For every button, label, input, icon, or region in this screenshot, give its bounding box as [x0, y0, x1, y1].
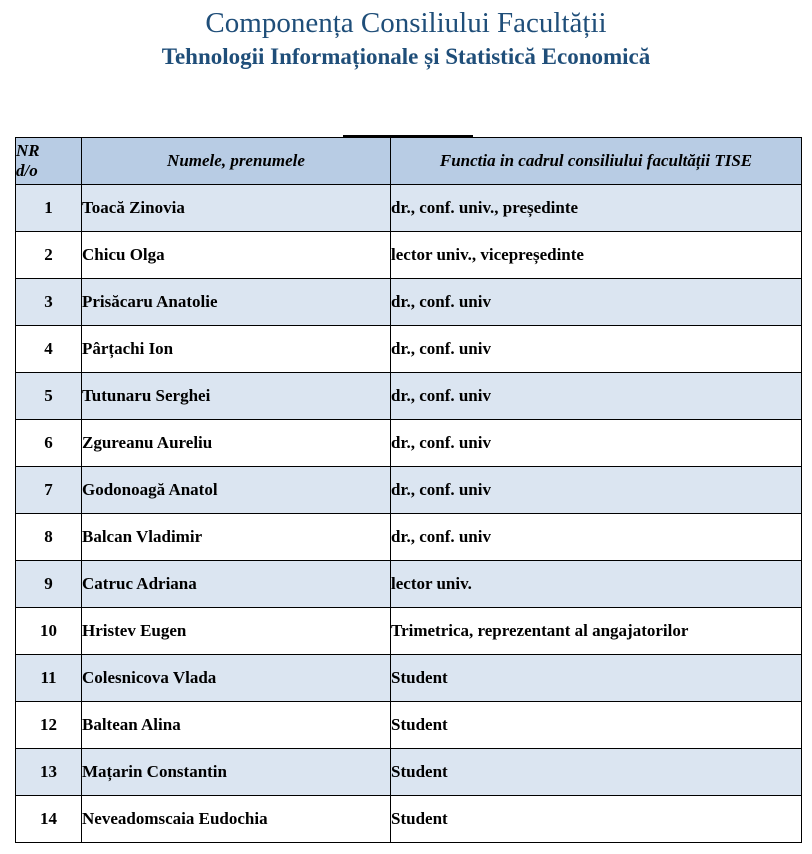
table-row: [16, 232, 802, 279]
member-role: dr., conf. univ., președinte: [391, 185, 802, 232]
row-number: 5: [16, 373, 82, 420]
member-role: Trimetrica, reprezentant al angajatorilor: [391, 608, 802, 655]
member-role: dr., conf. univ: [391, 373, 802, 420]
member-role: dr., conf. univ: [391, 279, 802, 326]
row-number: 10: [16, 608, 82, 655]
table-row: [16, 420, 802, 467]
member-name: Prisăcaru Anatolie: [82, 279, 391, 326]
member-name: Zgureanu Aureliu: [82, 420, 391, 467]
member-name: Colesnicova Vlada: [82, 655, 391, 702]
row-number: 6: [16, 420, 82, 467]
row-number: 13: [16, 749, 82, 796]
row-number: 2: [16, 232, 82, 279]
table-row: [16, 702, 802, 749]
document-header: [0, 0, 812, 71]
table-row: [16, 373, 802, 420]
table-row: [16, 467, 802, 514]
row-number: 11: [16, 655, 82, 702]
row-number: 7: [16, 467, 82, 514]
table-row: [16, 796, 802, 843]
page-subtitle: Tehnologii Informaționale și Statistică Economică: [161, 44, 651, 69]
table-header-row: [16, 138, 802, 185]
member-role: Student: [391, 702, 802, 749]
row-number: 1: [16, 185, 82, 232]
table-row: [16, 608, 802, 655]
member-role: dr., conf. univ: [391, 420, 802, 467]
column-header-role: Functia in cadrul consiliului facultății TISE: [391, 138, 802, 185]
table-row: [16, 749, 802, 796]
member-role: Student: [391, 749, 802, 796]
member-name: Mațarin Constantin: [82, 749, 391, 796]
table-row: [16, 514, 802, 561]
row-number: 9: [16, 561, 82, 608]
row-number: 8: [16, 514, 82, 561]
row-number: 3: [16, 279, 82, 326]
column-header-nr-line1: NR: [16, 141, 40, 160]
member-name: Godonoagă Anatol: [82, 467, 391, 514]
member-role: lector univ.: [391, 561, 802, 608]
member-role: dr., conf. univ: [391, 326, 802, 373]
member-name: Catruc Adriana: [82, 561, 391, 608]
column-header-name: Numele, prenumele: [82, 138, 391, 185]
table-row: [16, 561, 802, 608]
row-number: 4: [16, 326, 82, 373]
column-header-nr: [16, 138, 82, 185]
member-role: dr., conf. univ: [391, 467, 802, 514]
member-name: Hristev Eugen: [82, 608, 391, 655]
table-row: [16, 655, 802, 702]
table-row: [16, 279, 802, 326]
member-name: Pârțachi Ion: [82, 326, 391, 373]
member-role: Student: [391, 796, 802, 843]
member-name: Toacă Zinovia: [82, 185, 391, 232]
page-title: Componența Consiliului Facultății: [205, 7, 607, 39]
member-name: Chicu Olga: [82, 232, 391, 279]
member-name: Tutunaru Serghei: [82, 373, 391, 420]
row-number: 12: [16, 702, 82, 749]
table-row: [16, 185, 802, 232]
member-name: Baltean Alina: [82, 702, 391, 749]
column-header-nr-line2: d/o: [16, 161, 38, 180]
member-name: Neveadomscaia Eudochia: [82, 796, 391, 843]
council-members-table: [15, 137, 802, 843]
table-row: [16, 326, 802, 373]
member-role: Student: [391, 655, 802, 702]
member-name: Balcan Vladimir: [82, 514, 391, 561]
row-number: 14: [16, 796, 82, 843]
member-role: lector univ., vicepreședinte: [391, 232, 802, 279]
member-role: dr., conf. univ: [391, 514, 802, 561]
